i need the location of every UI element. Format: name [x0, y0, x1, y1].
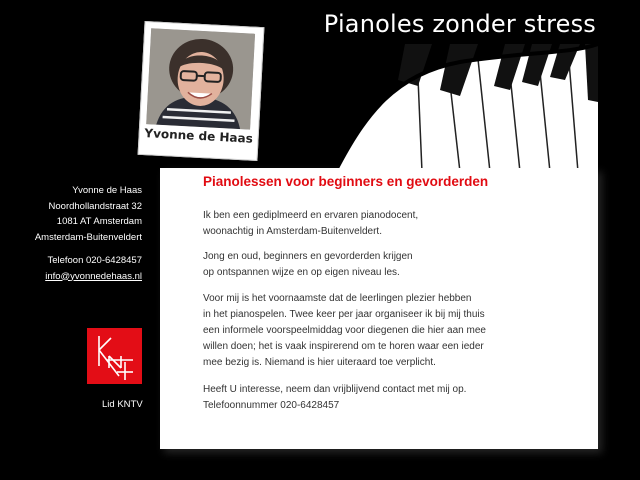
contact-email-link[interactable]: info@yvonnedehaas.nl: [45, 270, 142, 282]
text-line: Voor mij is het voornaamste dat de leerlingen plezier hebben: [203, 293, 472, 304]
text-line: in het pianospelen. Twee keer per jaar organiseer ik bij mij thuis: [203, 309, 485, 320]
profile-caption: Yvonne de Haas: [144, 126, 254, 146]
main-content: [160, 168, 598, 449]
text-line: willen doen; het is vaak inspirerend om te horen waar een ieder: [203, 341, 484, 352]
kntv-logo[interactable]: [87, 328, 142, 384]
contact-district: Amsterdam-Buitenveldert: [34, 231, 142, 243]
site-title: Pianoles zonder stress: [323, 10, 596, 38]
text-line: Ik ben een gediplmeerd en ervaren pianodocent,: [203, 210, 419, 221]
contact-city: 1081 AT Amsterdam: [56, 216, 142, 227]
text-line: Jong en oud, beginners en gevorderden krijgen: [203, 251, 413, 262]
paragraph-philosophy: [203, 291, 486, 371]
text-line: een informele voorspeelmiddag voor diegenen die hier aan mee: [203, 325, 486, 336]
profile-photo: [146, 28, 255, 129]
text-line: mee bezig is. Niemand is hier uiteraard toe verplicht.: [203, 357, 436, 368]
paragraph-intro: [203, 208, 418, 240]
paragraph-students: [203, 249, 413, 281]
paragraph-contact: [203, 382, 466, 414]
contact-sidebar: [35, 183, 142, 284]
text-line: op ontspannen wijze en op eigen niveau les.: [203, 267, 400, 278]
contact-phone: Telefoon 020-6428457: [47, 255, 142, 266]
contact-street: Noordhollandstraat 32: [48, 200, 142, 212]
text-line: woonachtig in Amsterdam-Buitenveldert.: [203, 226, 382, 237]
text-line: Heeft U interesse, neem dan vrijblijvend contact met mij op.: [203, 384, 467, 395]
page-heading: Pianolessen voor beginners en gevorderden: [203, 174, 489, 189]
contact-name: Yvonne de Haas: [72, 185, 142, 196]
profile-photo-frame: [138, 21, 265, 161]
text-line: Telefoonnummer 020-6428457: [203, 400, 340, 411]
kntv-membership-label: Lid KNTV: [102, 399, 143, 410]
